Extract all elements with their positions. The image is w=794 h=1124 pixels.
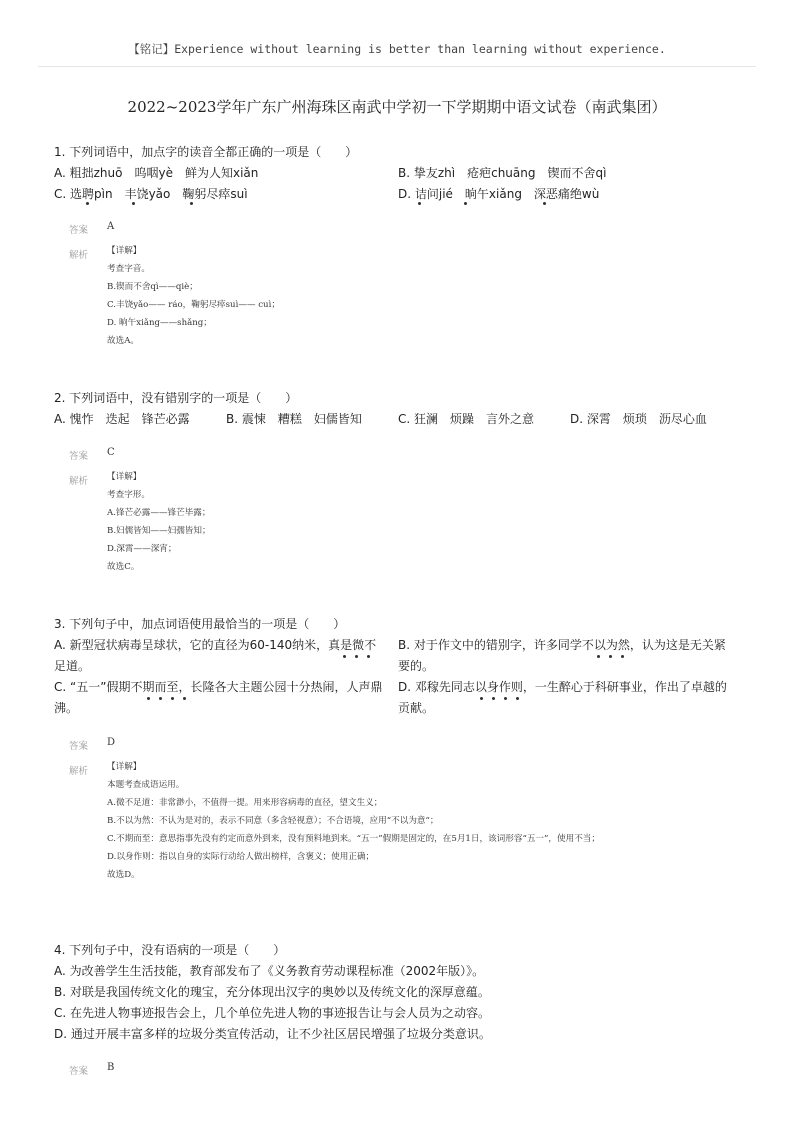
explanation-line: D. 晌午xiǎng——shǎng； (107, 318, 212, 328)
q3-stem: 3. 下列句子中，加点词语使用最恰当的一项是（ ） (54, 617, 346, 631)
emphasis-dot (132, 202, 135, 205)
explanation-line: A.锋芒必露——锋芒毕露； (107, 508, 211, 518)
emphasis-dot (159, 697, 162, 700)
explanation-line: C.不期而至：意思指事先没有约定而意外到来，没有预料地到来。“五一”假期是固定的，在5月1日，该词形容“五一”，使用不当； (107, 834, 600, 844)
q1-option-b: B. 挚友zhì 疮疤chuāng 锲而不舍qì (398, 166, 607, 180)
explanation-line: 本题考查成语运用。 (107, 780, 185, 790)
q2-analysis-label: 解析 (69, 476, 89, 487)
emphasis-dot (597, 655, 600, 658)
explanation-line: 【详解】 (107, 762, 142, 772)
explanation-line: D.以身作则：指以自身的实际行动给人做出榜样，含褒义；使用正确； (107, 852, 375, 862)
q3-option-b: B. 对于作文中的错别字，许多同学不以为然，认为这是无关紧要的。 (398, 638, 726, 673)
emphasis-dot (543, 202, 546, 205)
emphasis-dot (492, 697, 495, 700)
q2-stem: 2. 下列词语中，没有错别字的一项是（ ） (54, 391, 298, 405)
q2-option-d: D. 深霄 烦琐 沥尽心血 (570, 412, 707, 426)
q4-option-b: B. 对联是我国传统文化的瑰宝，充分体现出汉字的奥妙以及传统文化的深厚意蕴。 (54, 985, 490, 999)
explanation-line: C.丰饶yǎo—— ráo，鞠躬尽瘁suì—— cuì； (107, 300, 280, 310)
q4-stem: 4. 下列句子中，没有语病的一项是（ ） (54, 943, 286, 957)
explanation-line: 考查字音。 (107, 264, 150, 274)
q3-answer: D (107, 737, 116, 748)
explanation-line: B.妇儒皆知——妇孺皆知； (107, 526, 211, 536)
q3-option-d: D. 邓稼先同志以身作则，一生醉心于科研事业，作出了卓越的贡献。 (398, 680, 727, 715)
explanation-line: B.锲而不舍qì——qiè； (107, 282, 198, 292)
q3-option-a: A. 新型冠状病毒呈球状，它的直径为60-140纳米，真是微不足道。 (54, 638, 377, 673)
emphasis-dot (343, 655, 346, 658)
explanation-line: 故选A。 (107, 336, 139, 346)
header-divider (38, 66, 756, 67)
q1-option-c: C. 选聘pìn 丰饶yǎo 鞠躬尽瘁suì (54, 187, 248, 201)
page-title: 2022~2023学年广东广州海珠区南武中学初一下学期期中语文试卷（南武集团） (127, 98, 667, 116)
q3-explanation (107, 758, 727, 884)
q2-option-c: C. 狂澜 烦躁 言外之意 (398, 412, 535, 426)
emphasis-dot (504, 697, 507, 700)
q2-answer: C (107, 447, 115, 458)
q3-analysis-label: 解析 (69, 766, 89, 777)
q4-answer: B (107, 1062, 115, 1073)
explanation-line: 考查字形。 (107, 490, 150, 500)
q2-answer-label: 答案 (69, 451, 89, 462)
explanation-line: 故选D。 (107, 870, 140, 880)
header-motto: 【铭记】Experience without learning is better than learning without experience. (128, 42, 666, 56)
q4-option-d: D. 通过开展丰富多样的垃圾分类宣传活动，让不少社区居民增强了垃圾分类意识。 (54, 1027, 491, 1041)
emphasis-dot (171, 697, 174, 700)
q1-option-a: A. 粗拙zhuō 呜咽yè 鲜为人知xiǎn (54, 166, 259, 180)
q4-option-c: C. 在先进人物事迹报告会上，几个单位先进人物的事迹报告让与会人员为之动容。 (54, 1006, 491, 1020)
q1-answer-label: 答案 (69, 225, 89, 236)
explanation-line: B.不以为然：不认为是对的，表示不同意（多含轻视意）；不合语境，应用“不以为意”； (107, 816, 439, 826)
emphasis-dot (464, 202, 467, 205)
emphasis-dot (621, 655, 624, 658)
q1-explanation (107, 242, 727, 350)
explanation-line: 【详解】 (107, 472, 142, 482)
explanation-line: A.微不足道：非常渺小，不值得一提。用来形容病毒的直径，望文生义； (107, 798, 383, 808)
q4-answer-label: 答案 (69, 1066, 89, 1077)
emphasis-dot (418, 202, 421, 205)
q3-option-c: C. “五一”假期不期而至，长隆各大主题公园十分热闹，人声鼎沸。 (54, 680, 383, 715)
q2-option-a: A. 愧怍 迭起 锋芒必露 (54, 412, 190, 426)
q2-option-b: B. 震悚 糟糕 妇儒皆知 (226, 412, 362, 426)
q3-answer-label: 答案 (69, 741, 89, 752)
emphasis-dot (183, 697, 186, 700)
q2-explanation (107, 468, 727, 576)
emphasis-dot (86, 202, 89, 205)
q1-analysis-label: 解析 (69, 250, 89, 261)
explanation-line: 【详解】 (107, 246, 142, 256)
emphasis-dot (367, 655, 370, 658)
emphasis-dot (147, 697, 150, 700)
explanation-line: 故选C。 (107, 562, 140, 572)
q1-option-d: D. 诘问jié 晌午xiǎng 深恶痛绝wù (398, 187, 600, 201)
q4-option-a: A. 为改善学生生活技能，教育部发布了《义务教育劳动课程标准（2002年版）》。 (54, 964, 485, 978)
emphasis-dot (516, 697, 519, 700)
emphasis-dot (190, 202, 193, 205)
emphasis-dot (355, 655, 358, 658)
q1-answer: A (107, 221, 115, 232)
q1-stem: 1. 下列词语中，加点字的读音全都正确的一项是（ ） (54, 145, 358, 159)
emphasis-dot (480, 697, 483, 700)
explanation-line: D.深霄——深宵； (107, 544, 177, 554)
emphasis-dot (609, 655, 612, 658)
